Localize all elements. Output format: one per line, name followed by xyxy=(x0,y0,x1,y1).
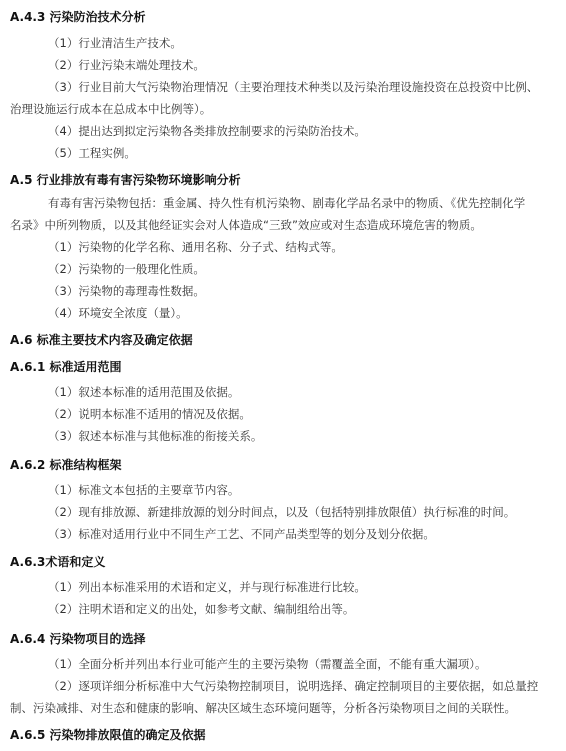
list-item: （4）环境安全浓度（量）。 xyxy=(48,306,188,320)
list-item: （2）注明术语和定义的出处，如参考文献、编制组给出等。 xyxy=(48,602,355,616)
heading-a43: A.4.3 污染防治技术分析 xyxy=(10,10,146,24)
list-item: （1）行业清洁生产技术。 xyxy=(48,36,182,50)
list-item: （3）行业目前大气污染物治理情况（主要治理技术种类以及污染治理设施投资在总投资中比例、 xyxy=(48,80,539,94)
list-item: （3）污染物的毒理毒性数据。 xyxy=(48,284,205,298)
list-item: （4）提出达到拟定污染物各类排放控制要求的污染防治技术。 xyxy=(48,124,366,138)
heading-a65: A.6.5 污染物排放限值的确定及依据 xyxy=(10,728,206,742)
list-item: （2）说明本标准不适用的情况及依据。 xyxy=(48,407,251,421)
list-item: （2）污染物的一般理化性质。 xyxy=(48,262,205,276)
list-item: （1）列出本标准采用的术语和定义，并与现行标准进行比较。 xyxy=(48,580,366,594)
list-item: （2）现有排放源、新建排放源的划分时间点，以及（包括特别排放限值）执行标准的时间。 xyxy=(48,505,516,519)
heading-a62: A.6.2 标准结构框架 xyxy=(10,458,122,472)
intro-paragraph-line2: 名录》中所列物质，以及其他经证实会对人体造成“三致”效应或对生态造成环境危害的物质。 xyxy=(10,218,482,232)
list-item: （1）污染物的化学名称、通用名称、分子式、结构式等。 xyxy=(48,240,343,254)
intro-paragraph-line1: 有毒有害污染物包括：重金属、持久性有机污染物、剧毒化学品名录中的物质、《优先控制化学 xyxy=(48,196,526,210)
list-item: （3）叙述本标准与其他标准的衔接关系。 xyxy=(48,429,263,443)
heading-a61: A.6.1 标准适用范围 xyxy=(10,360,122,374)
list-item: （2）逐项详细分析标准中大气污染物控制项目，说明选择、确定控制项目的主要依据，如总量控 xyxy=(48,679,539,693)
list-item: （2）行业污染末端处理技术。 xyxy=(48,58,205,72)
list-item-continuation: 治理设施运行成本在总成本中比例等）。 xyxy=(10,102,212,116)
list-item: （1）全面分析并列出本行业可能产生的主要污染物（需覆盖全面，不能有重大漏项）。 xyxy=(48,657,487,671)
list-item-continuation: 制、污染减排、对生态和健康的影响、解决区域生态环境问题等，分析各污染物项目之间的关联性。 xyxy=(10,701,516,715)
heading-a64: A.6.4 污染物项目的选择 xyxy=(10,632,146,646)
heading-a6: A.6 标准主要技术内容及确定依据 xyxy=(10,333,193,347)
list-item: （1）叙述本标准的适用范围及依据。 xyxy=(48,385,240,399)
heading-a5: A.5 行业排放有毒有害污染物环境影响分析 xyxy=(10,173,241,187)
list-item: （5）工程实例。 xyxy=(48,146,136,160)
heading-a63: A.6.3术语和定义 xyxy=(10,555,106,569)
list-item: （1）标准文本包括的主要章节内容。 xyxy=(48,483,240,497)
list-item: （3）标准对适用行业中不同生产工艺、不同产品类型等的划分及划分依据。 xyxy=(48,527,435,541)
